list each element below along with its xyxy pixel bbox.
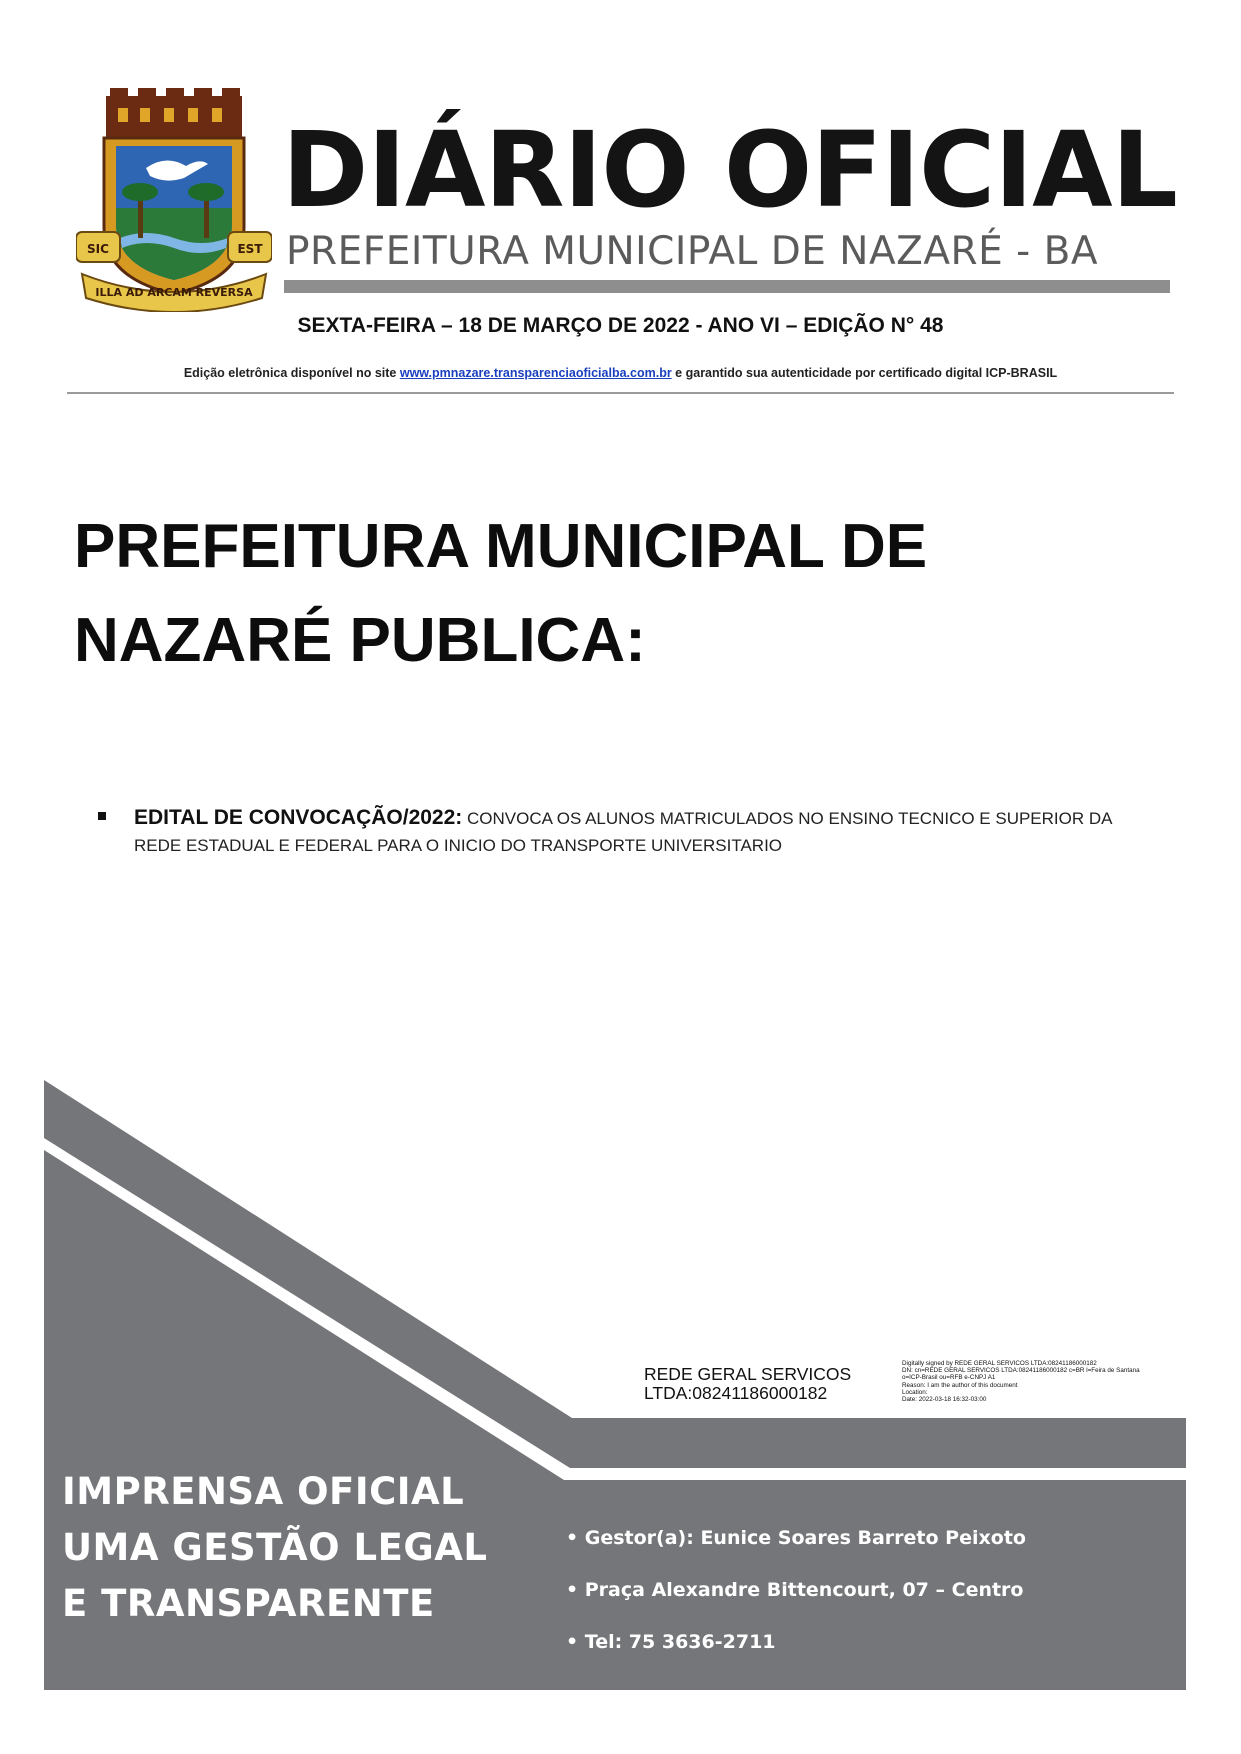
masthead-bar [284, 280, 1170, 293]
sig-meta-line: DN: cn=REDE GERAL SERVICOS LTDA:08241186000182 c=BR l=Feira de Santana [902, 1367, 1140, 1375]
masthead-title: DIÁRIO OFICIAL [282, 109, 1177, 231]
header-divider [67, 392, 1174, 394]
municipal-crest-logo [76, 88, 272, 312]
masthead-subtitle: PREFEITURA MUNICIPAL DE NAZARÉ - BA [286, 229, 1099, 274]
footer-contacts [566, 1512, 1026, 1668]
signer-line-1: REDE GERAL SERVICOS [644, 1364, 852, 1384]
sig-meta-line: Date: 2022-03-18 16:32-03:00 [902, 1396, 987, 1404]
list-item-lead: EDITAL DE CONVOCAÇÃO/2022: [134, 806, 463, 829]
contact-address: • Praça Alexandre Bittencourt, 07 – Centro [566, 1579, 1024, 1601]
headline-line-2: NAZARÉ PUBLICA: [74, 606, 646, 675]
site-notice-prefix: Edição eletrônica disponível no site [183, 366, 400, 380]
edition-line: SEXTA-FEIRA – 18 DE MARÇO DE 2022 - ANO VI – EDIÇÃO N° 48 [297, 314, 944, 337]
site-notice-suffix: e garantido sua autenticidade por certificado digital ICP-BRASIL [671, 366, 1058, 380]
site-link[interactable]: www.pmnazare.transparenciaoficialba.com.br [399, 366, 672, 380]
crest-right-label: EST [237, 242, 263, 256]
footer-slogan [62, 1464, 487, 1632]
list-item [134, 804, 1134, 859]
sig-meta-line: Reason: I am the author of this document [902, 1381, 1018, 1389]
contact-phone: • Tel: 75 3636-2711 [566, 1631, 776, 1653]
headline-line-1: PREFEITURA MUNICIPAL DE [74, 512, 928, 581]
sig-meta-line: o=ICP-Brasil ou=RFB e-CNPJ A1 [902, 1374, 996, 1382]
slogan-line: E TRANSPARENTE [62, 1582, 435, 1625]
contact-manager: • Gestor(a): Eunice Soares Barreto Peixoto [566, 1527, 1026, 1549]
slogan-line: IMPRENSA OFICIAL [62, 1470, 465, 1513]
slogan-line: UMA GESTÃO LEGAL [62, 1526, 488, 1569]
signer-line-2: LTDA:08241186000182 [644, 1383, 828, 1403]
site-notice [0, 366, 1241, 380]
list-item-text: CONVOCA OS ALUNOS MATRICULADOS NO ENSINO TECNICO E SUPERIOR DA REDE ESTADUAL E FEDERAL PARA O INICIO DO TRANSPORTE UNIVERSITARIO [134, 809, 1112, 855]
crest-left-label: SIC [87, 242, 109, 256]
sig-meta-line: Location: [902, 1388, 928, 1396]
digital-signer-name [644, 1365, 851, 1403]
sig-meta-line: Digitally signed by REDE GERAL SERVICOS LTDA:08241186000182 [902, 1360, 1097, 1367]
bullet-square-icon [98, 812, 106, 820]
digital-signature-details [902, 1360, 1172, 1403]
page-headline [74, 500, 1074, 688]
crest-motto: ILLA AD ARCAM REVERSA [95, 286, 253, 299]
